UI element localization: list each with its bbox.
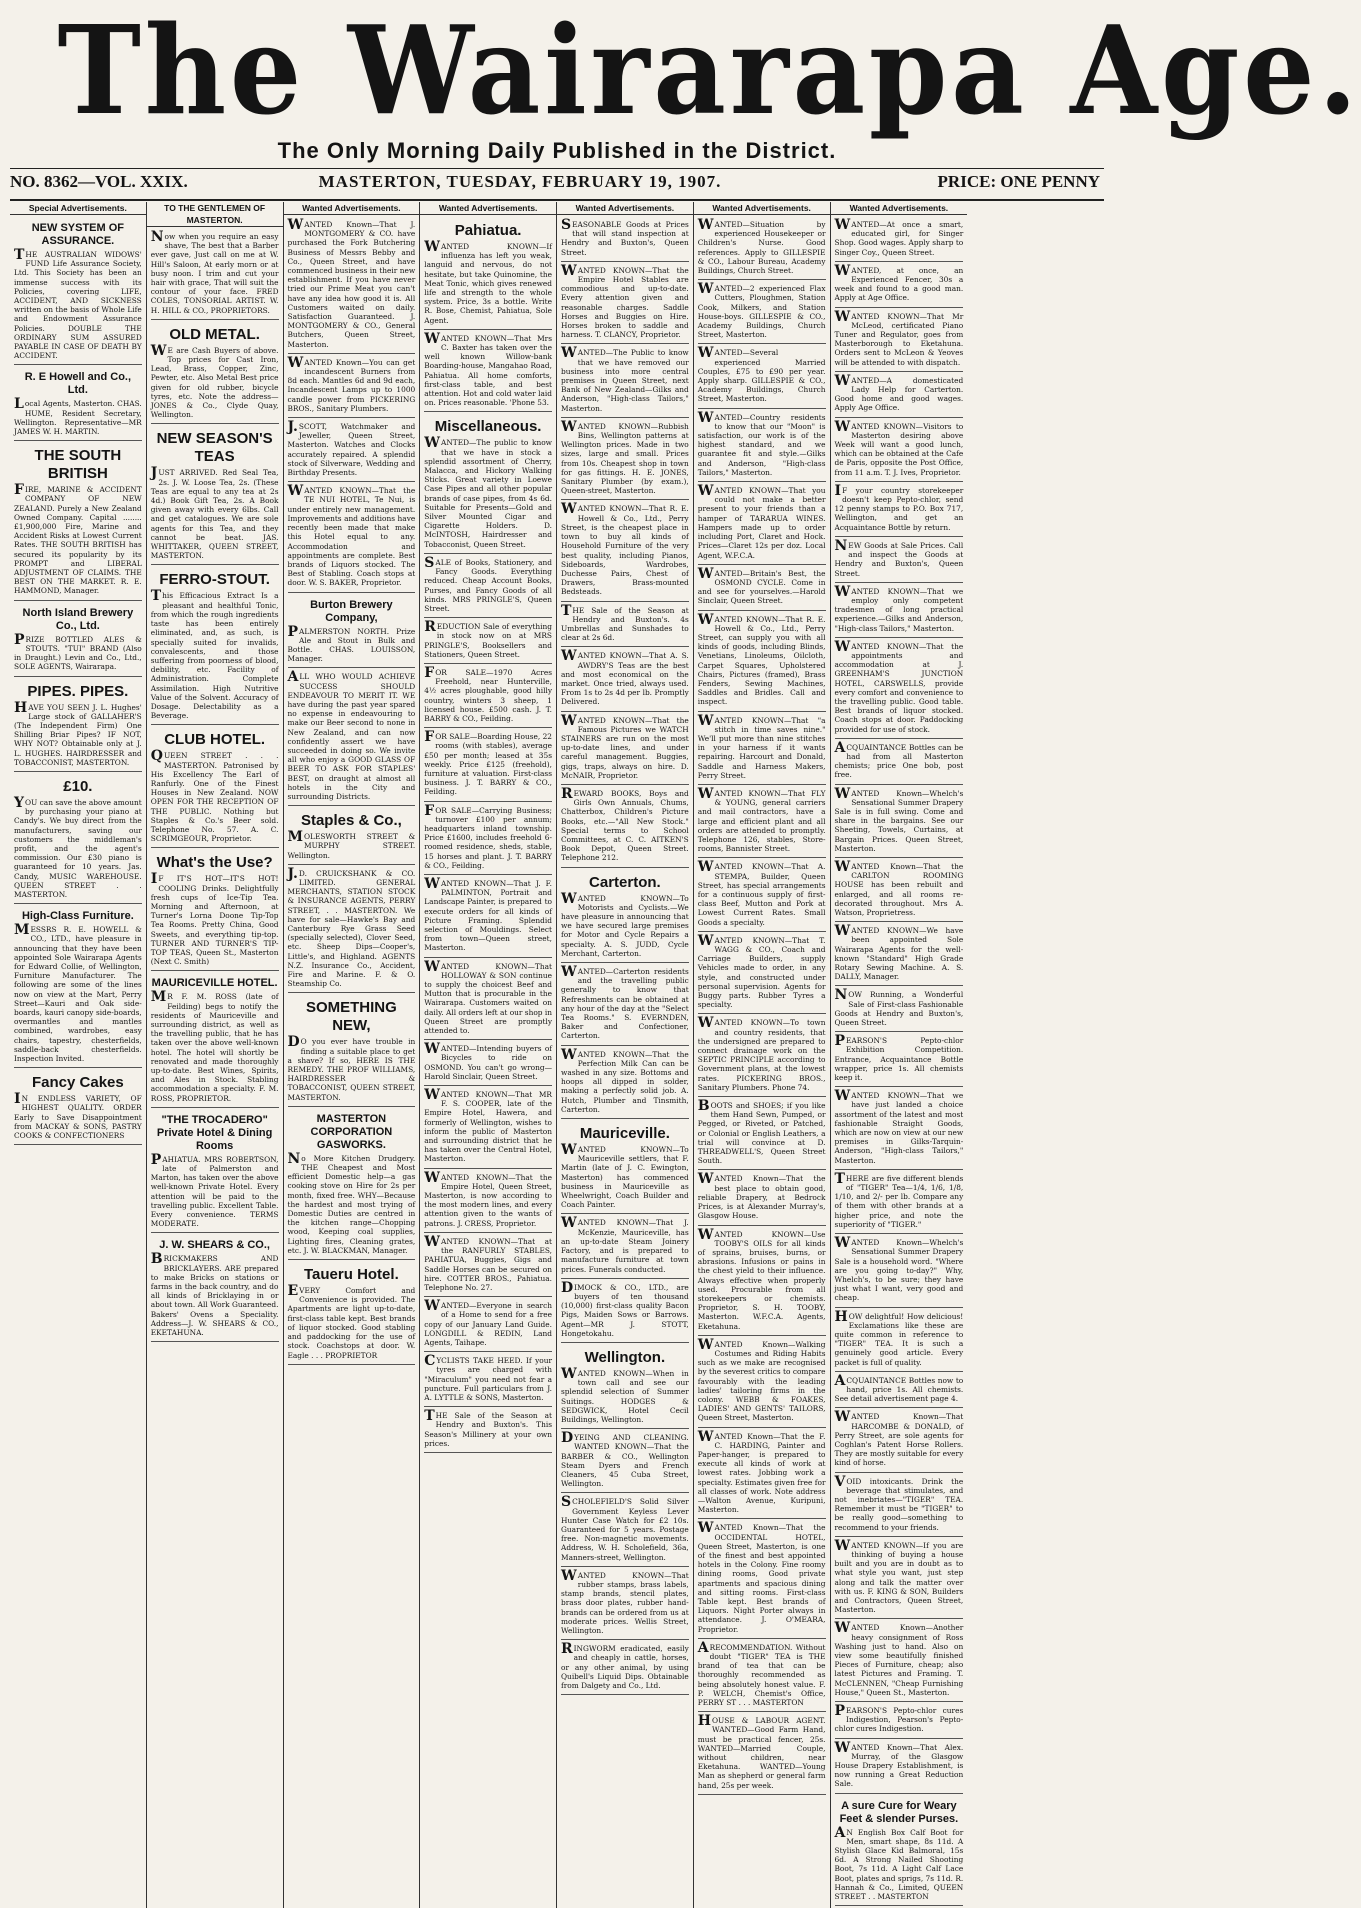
advertisement xyxy=(288,484,416,592)
advertisement xyxy=(835,640,964,739)
advertisement xyxy=(424,1354,552,1407)
column-heading: Wanted Advertisements. xyxy=(284,202,420,215)
advertisement-body: WANTED—Carterton residents and the travelling public generally to know that Refreshments can be obtained at any hour of the day at the "Select Tea Rooms." S. EVERNDEN, Baker and Confectioner, Carterton. xyxy=(561,964,689,1041)
advertisement-body: FOR SALE—Boarding House, 22 rooms (with stables), average £50 per month; leased at 35s weekly. Price £125 (freehold), furniture at valuation. First-class business. J. T. BARRY & CO., Feilding. xyxy=(424,729,552,797)
column-heading: Wanted Advertisements. xyxy=(420,202,556,215)
advertisement-body: WANTED Known—That HARCOMBE & DONALD, of Perry Street, are sole agents for Coghlan's Patent Horse Rollers. They are mostly suitable for every kind of horse. xyxy=(834,1409,964,1468)
advertisement-body: WANTED Known—Whelch's Sensational Summer Drapery Sale is in full swing. Come and share in the bargains. See our Sheeting, Towels, Curtains, at Bargain Prices. Queen Street, Masterton. xyxy=(834,785,964,853)
advertisement-body: WANTED—Britain's Best, the OSMOND CYCLE. Come in and see for yourselves.—Harold Sinclair, Queen Street. xyxy=(697,565,826,606)
advertisement xyxy=(14,774,142,904)
advertisement xyxy=(561,1216,689,1278)
advertisement-body: ACQUAINTANCE Bottles now to hand, price 1s. All chemists. See detail advertisement page 4. xyxy=(834,1372,964,1404)
advertisement-body: YOU can save the above amount by purchasing your piano at Candy's. We buy direct from the manufacturers, saving our customers the middleman's profit, and the agent's commission. Our £30 piano is guaranteed for 10 years. Jas. Candy, MUSIC WAREHOUSE. QUEEN STREET . . MASTERTON. xyxy=(14,794,142,899)
advertisement-body: WANTED KNOWN—That HOLLOWAY & SON continue to supply the choicest Beef and Mutton that is procurable in the Wairarapa. Customers waited on daily. All orders left at our shop in Queen Street are promptly attended to. xyxy=(424,958,552,1036)
advertisement xyxy=(424,730,552,801)
advertisement xyxy=(698,346,826,408)
advertisement-body: J.SCOTT, Watchmaker and Jeweller, Queen Street, Masterton. Watches and Clocks accurately repaired. A splendid stock of Silverware, Wedding and Birthday Presents. xyxy=(287,419,416,478)
advertisement-body: WANTED KNOWN—That A. S. AWDRY'S Teas are the best and most economical on the market. Once tried, always used. From 1s to 2s 4d per lb. Promptly Delivered. xyxy=(561,648,689,707)
advertisement xyxy=(424,332,552,413)
advertisement xyxy=(561,1642,689,1695)
advertisement-body: WANTED Known—That the F. C. HARDING, Painter and Paper-hanger, is prepared to execute all kinds of work at lowest rates. Jobbing work a specialty. Estimates given free for all classes of work. Note address—Walton Avenue, Kuripuni, Masterton. xyxy=(697,1428,826,1515)
advertisement xyxy=(288,670,416,806)
advertisement-body: SEASONABLE Goods at Prices that will stand inspection at Hendry and Buxton's, Queen Street. xyxy=(561,217,689,257)
advertisement-body: WANTED KNOWN—To Motorists and Cyclists.—We have pleasure in announcing that we have secured large premises for Motor and Cycle Repairs a specialty. A. S. JUDD, Cycle Merchant, Carterton. xyxy=(561,890,689,958)
advertisement-body: WANTED Known—That J. MONTGOMERY & CO. have purchased the Fork Butchering Business of Messrs Bebby and Co., Queen Street, and have commenced business in their new establishment. If you have never tried our Prime Meat you can't have any idea how good it is. All Customers waited on daily. Satisfaction Guaranteed. J. MONTGOMERY & CO., General Butchers, Queen Street, Masterton. xyxy=(287,217,416,349)
advertisement-body: WANTED Known—You can get incandescent Burners from 8d each. Mantles 6d and 9d each, Incandescent Lamps up to 1000 candle power from PICKERING BROS., Sanitary Plumbers. xyxy=(287,354,416,413)
advertisement-body: CYCLISTS TAKE HEED. If your tyres are charged with "Miraculum" you need not fear a puncture. Full particulars from J. A. LYTTLE & SONS, Masterton. xyxy=(424,1353,552,1402)
advertisement xyxy=(835,264,964,308)
advertisement-body: SCHOLEFIELD'S Solid Silver Government Keyless Lever Hunter Case Watch for £2 10s. Guaranteed for 5 years. Postage free. Non-magnetic movements. Address, W. H. Scholefield, 36a, Manners-street, Wellington. xyxy=(561,1494,689,1562)
advertisement xyxy=(561,346,689,417)
advertisement xyxy=(288,595,416,669)
advertisement-body: Now when you require an easy shave, The best that a Barber ever gave, Just call on me at W. Hill's Saloon, At early morn or at busy noon. I trim and cut your hair with grace, That will suit the contour of your face. FRED COLES, TONSORIAL ARTIST. W. H. HILL & CO., PROPRIETORS. xyxy=(150,229,279,315)
advertisement xyxy=(14,367,142,441)
advertisement xyxy=(835,1621,964,1702)
advertisement-body: BRICKMAKERS AND BRICKLAYERS. ARE prepared to make Bricks on stations or farms in the back country, and do all kinds of Bricklaying in or about town. All Work Guaranteed. Bakers' Ovens a Speciality. Address—J. W. SHEARS & CO., EKETAHUNA. xyxy=(150,1251,279,1338)
advertisement-heading: Staples & Co., xyxy=(300,812,402,830)
advertisement-body: J.D. CRUICKSHANK & CO. LIMITED. GENERAL MERCHANTS, STATION STOCK & INSURANCE AGENTS, PERRY STREET, . . MASTERTON. We have for sale—Hawke's Bay and Canterbury Rye Grass Seed (specially selected), Clover Seed, etc. Sheep Dips—Cooper's, Little's, and Highland. AGENTS N.Z. Insurance Co., Accident, Fire and Marine. F. & O. Steamship Co. xyxy=(287,865,416,989)
advertisement xyxy=(835,1310,964,1372)
advertisement-body: AN English Box Calf Boot for Men, smart shape, 8s 11d. A Stylish Glace Kid Balmoral, 15s 6d. A Strong Nailed Shooting Boot, 7s 11d. A Light Calf Lace Boot, plates and sprigs, 7s 11d. R. Hannah & Co., Limited, QUEEN STREET . . MASTERTON xyxy=(834,1824,964,1902)
advertisement xyxy=(835,374,964,418)
advertisement xyxy=(698,567,826,611)
advertisement xyxy=(698,1338,826,1428)
column-3 xyxy=(284,202,421,1908)
advertisement xyxy=(698,1714,826,1795)
advertisement xyxy=(424,960,552,1041)
advertisement-body: EVERY Comfort and Convenience is provided. The Apartments are light up-to-date, first-class table kept. Best brands of liquor stocked. Good stabling and paddocking for the use of stock. Coachstops at door. W. Eagle . . . PROPRIETOR xyxy=(287,1283,416,1360)
advertisement-body: THE AUSTRALIAN WIDOWS' FUND Life Assurance Society, Ltd. This Society has been an immense success with its Policies, covering LIFE, ACCIDENT, AND SICKNESS written on the basis of Whole Life and Endowment Assurance Policies. DOUBLE THE ORDINARY SUM ASSURED PAYABLE IN CASE OF DEATH BY ACCIDENT. xyxy=(14,247,142,361)
column-heading: TO THE GENTLEMEN OF MASTERTON. xyxy=(147,202,283,227)
advertisement-body: WANTED KNOWN—That we have just landed a choice assortment of the latest and most fashionable Straight Goods, which are now on view at our new premises in Gilks-Tarquin-Anderson, "High-class Tailors," Masterton. xyxy=(834,1088,964,1165)
advertisement-body: WE are Cash Buyers of above. Top prices for Cast Iron, Lead, Brass, Copper, Zinc, Pewter, etc. Also Metal Best price given for old rubber, bicycle tyres, etc. Note the address—JONES & Co., Clyde Quay, Wellington. xyxy=(150,342,279,420)
advertisement-body: WANTED KNOWN—That T. WAGG & CO., Coach and Carriage Builders, supply Vehicles made to order, in any style, and constructed under personal supervision. Agents for Buggy parts. Rubber Tyres a specialty. xyxy=(697,932,826,1010)
advertisement-body: WANTED—At once a smart, educated girl, for Singer Shop. Good wages. Apply sharp to Singer Coy., Queen Street. xyxy=(834,217,964,257)
advertisement xyxy=(698,1099,826,1170)
advertisement-heading: Fancy Cakes xyxy=(32,1074,124,1092)
advertisement-body: NOW Running, a Wonderful Sale of First-class Fashionable Goods at Hendry and Buxton's, Queen Street. xyxy=(834,987,964,1028)
advertisement xyxy=(151,850,279,971)
advertisement xyxy=(698,860,826,931)
advertisement xyxy=(561,1495,689,1566)
advertisement xyxy=(698,1430,826,1520)
advertisement xyxy=(151,322,279,425)
advertisement-body: WANTED KNOWN—If you are thinking of buying a house built and you are in doubt as to what style you want, just step along and talk the matter over with us. F. KING & SON, Builders and Contractors, Queen Street, Masterton. xyxy=(834,1537,964,1615)
advertisement-body: WANTED KNOWN—That J. F. PALMINTON, Portrait and Landscape Painter, is prepared to execute orders for all kinds of Picture Framing. Splendid selection of Mouldings. Select from town—Queen street, Masterton. xyxy=(424,875,552,953)
advertisement-body: FOR SALE—1970 Acres Freehold, near Hunterville, 4½ acres ploughable, good hilly country, winters 3 sheep, 1 licensed house. £500 cash. J. T. BARRY & CO., Feilding. xyxy=(424,664,552,723)
advertisement xyxy=(151,230,279,320)
advertisement xyxy=(835,539,964,583)
advertisement-heading: FERRO-STOUT. xyxy=(159,571,270,589)
advertisement xyxy=(835,924,964,986)
advertisement-body: BOOTS and SHOES; if you like them Hand Sewn, Pumped, or Pegged, or Riveted, or Patched, or Colonial or English Leathers, a trial will convince at D. THREADWELL'S, Queen Street South. xyxy=(697,1098,826,1166)
column-1 xyxy=(10,202,147,1908)
advertisement xyxy=(698,282,826,344)
advertisement xyxy=(698,934,826,1015)
advertisement-body: WANTED—Situation by experienced Housekeeper or Children's Nurse. Good references. Apply to GILLESPIE & CO., Labour Bureau, Academy Buildings, Church Street. xyxy=(697,217,826,276)
advertisement-body: ACQUAINTANCE Bottles can be had from all Masterton chemists; price One bob, post free. xyxy=(834,739,964,780)
column-heading: Wanted Advertisements. xyxy=(831,202,968,215)
place-date: MASTERTON, TUESDAY, FEBRUARY 19, 1907. xyxy=(318,172,722,191)
advertisement-body: WANTED KNOWN—That Mr McLeod, certificated Piano Tuner and Regulator, goes from Masterborough to Eketahuna. Orders sent to McLeon & Yeoves will be attended to with dispatch. xyxy=(834,308,964,367)
advertisement-body: WANTED KNOWN—That the TE NUI HOTEL, Te Nui, is under entirely new management. Improvements and additions have recently been made that make this Hotel equal to any. Accommodation and appointments are complete. Best brands of Liquors stocked. The Best of Stabling. Coach stops at door. W. S. BAKER, Proprietor. xyxy=(287,483,416,588)
advertisement xyxy=(424,804,552,875)
advertisement-body: ARECOMMENDATION. Without doubt "TIGER" TEA is THE brand of tea that can be thoroughly recommended as being absolutely honest value. F. P. WELCH, Chemist's Office, PERRY ST . . . MASTERTON xyxy=(697,1639,826,1708)
advertisement xyxy=(151,727,279,848)
advertisement-body: WANTED KNOWN—That the appointments and accommodation at J. GREENHAM'S JUNCTION HOTEL, CARSWELLS, provide every comfort and convenience to the travelling public. Good table. Best brands of liquor stocked. Coach stops at door. Paddocking provided for use of stock. xyxy=(834,638,964,734)
advertisement-body: WANTED—The Public to know that we have removed our business into more central premises in Queen Street, next Bank of New Zealand—Gilks and Anderson, "High-class Tailors," Masterton. xyxy=(561,345,689,413)
advertisement-body: IN ENDLESS VARIETY, OF HIGHEST QUALITY. ORDER Early to Save Disappointment from MACKAY & SONS, PASTRY COOKS & CONFECTIONERS xyxy=(14,1091,142,1141)
advertisement-heading: Mauriceville. xyxy=(579,1125,670,1143)
advertisement xyxy=(835,218,964,262)
advertisement-heading: £10. xyxy=(63,777,93,795)
advertisement xyxy=(288,867,416,994)
advertisement xyxy=(561,1569,689,1640)
advertisement-heading: "THE TROCADERO" Private Hotel & Dining Rooms xyxy=(156,1113,273,1152)
advertisement-body: FIRE, MARINE & ACCIDENT COMPANY OF NEW ZEALAND. Purely a New Zealand Owned Company. Capital ........ £1,900,000 Fire, Marine and Accident Risks at Lowest Current Rates. THE SOUTH BRITISH has secured its popularity by its PROMPT and LIBERAL ADJUSTMENT OF CLAIMS. THE BEST ON THE MARKET. R. E. HAMMOND, Manager. xyxy=(14,482,142,596)
advertisement xyxy=(835,1034,964,1087)
advertisement-body: PRIZE BOTTLED ALES & STOUTS. "TUI" BRAND (Also in Draught.) Levin and Co., Ltd., SOLE AGENTS, Wairarapa. xyxy=(14,631,142,672)
advertisement xyxy=(561,787,689,868)
advertisement xyxy=(698,484,826,565)
advertisement xyxy=(151,426,279,565)
advertisement-heading: J. W. SHEARS & CO., xyxy=(159,1239,270,1252)
advertisement xyxy=(561,264,689,345)
advertisement xyxy=(561,965,689,1046)
newspaper-subtitle: The Only Morning Daily Published in the District. xyxy=(277,138,837,163)
advertisement xyxy=(288,995,416,1106)
advertisement-body: WANTED KNOWN—That we employ only competent tradesmen of long practical experience.—Gilks and Anderson, "High-class Tailors," Masterton. xyxy=(834,583,964,633)
advertisement xyxy=(561,1345,689,1429)
advertisement-body: HOW delightful! How delicious! Exclamations like these are quite common in reference to "TIGER" TEA. It is such a genuinely good article. Every packet is full of quality. xyxy=(834,1308,964,1367)
column-6 xyxy=(694,202,831,1908)
price: PRICE: ONE PENNY xyxy=(937,172,1100,191)
advertisement xyxy=(424,1042,552,1086)
advertisement-body: PALMERSTON NORTH. Prize Ale and Stout in Bulk and Bottle. CHAS. LOUISSON, Manager. xyxy=(287,623,416,664)
advertisement-body: WANTED KNOWN—That R. E. Howell & Co., Ltd., Perry Street, is the cheapest place in town to buy all kinds of Household Furniture of the very best quality, including Pianos, Sideboards, Wardrobes, Duchesse Pairs, Chest of Drawers, Brass-mounted Bedsteads. xyxy=(561,501,689,597)
advertisement xyxy=(835,1539,964,1620)
advertisement-body: WANTED Known—That the CARLTON ROOMING HOUSE has been rebuilt and enlarged, and all rooms re-decorated throughout. Mrs A. Watson, Proprietress. xyxy=(834,858,964,917)
advertisement xyxy=(561,714,689,785)
advertisement-body: WANTED KNOWN—To Mauriceville settlers, that F. Martin (late of J. C. Ewington, Masterton) has commenced business in Mauriceville as Wheelwright, Coach Builder and Coach Painter. xyxy=(561,1142,689,1210)
advertisement xyxy=(561,1281,689,1343)
advertisement-body: IF your country storekeeper doesn't keep Pepto-chlor, send 12 penny stamps to P.O. Box 717, Wellington, and get an Acquaintance Bottle by return. xyxy=(834,482,964,532)
advertisement xyxy=(698,714,826,785)
advertisement-heading: Taueru Hotel. xyxy=(304,1266,399,1284)
advertisement-heading: North Island Brewery Co., Ltd. xyxy=(22,606,134,632)
advertisement xyxy=(698,1016,826,1097)
advertisement-body: WANTED—A domesticated Lady Help for Carterton. Good home and good wages. Apply Age Office. xyxy=(834,372,964,413)
advertisement xyxy=(835,787,964,858)
advertisement xyxy=(698,411,826,482)
advertisement-body: WANTED KNOWN—That MR F. S. COOPER, late of the Empire Hotel, Hawera, and formerly of Wellington, wishes to inform the public of Masterton and surrounding district that he has taken over the Central Hotel, Masterton. xyxy=(424,1087,552,1164)
advertisement xyxy=(698,1228,826,1336)
advertisement-heading: THE SOUTH BRITISH xyxy=(34,447,122,483)
advertisement xyxy=(14,906,142,1068)
advertisement xyxy=(835,1172,964,1234)
advertisement-heading: NEW SEASON'S TEAS xyxy=(156,430,273,466)
advertisement-body: WANTED Known—Another heavy consignment of Ross Washing just to hand. Also on view some beautifully finished Pieces of Furniture, cheap; also latest Pictures and Framing. T. McCLENNEN, "Cheap Furnishing House," Queen St., Masterton. xyxy=(834,1620,964,1697)
advertisement-body: QUEEN STREET . . . MASTERTON. Patronised by His Excellency The Earl of Ranfurly. One of the Finest Houses in New Zealand. NOW OPEN FOR THE RECEPTION OF THE PUBLIC. Nothing but Staples & Co.'s Beer sold. Telephone No. 57. A. C. SCRIMGEOUR, Proprietor. xyxy=(150,748,279,844)
advertisement-heading: MASTERTON CORPORATION GASWORKS. xyxy=(310,1112,393,1151)
advertisement-body: WANTED KNOWN—That you could not make a better present to your friends than a hamper of TARARUA WINES. Hampers made up to order including Port, Claret and Hock. Prices—Claret 12s per doz. Local Agent, W.F.C.A. xyxy=(697,483,826,560)
advertisement-body: WANTED KNOWN—That FLY & YOUNG, general carriers and mail contractors, have a large and efficient plant and all orders are attended to promptly. Telephone 126, stables, Store-rooms, Bannister Street. xyxy=(697,785,826,854)
advertisement xyxy=(835,1796,964,1907)
advertisement xyxy=(424,620,552,664)
advertisement-body: NEW Goods at Sale Prices. Call and inspect the Goods at Hendry and Buxton's, Queen Street. xyxy=(834,537,964,578)
advertisement-body: REWARD BOOKS, Boys and Girls Own Annuals, Chums, Chatterbox, Children's Picture Books, etc.—"All New Stock." Special terms to School Committees, at C. C. AITKEN'S Book Depot, Queen Street. Telephone 212. xyxy=(561,785,689,863)
advertisement-heading: SOMETHING NEW, xyxy=(305,999,397,1035)
advertisement-body: MR F. M. ROSS (late of Feilding) begs to notify the residents of Mauriceville and surrounding district, as well as the travelling public, that he has taken over the above well-known hotel. The hotel will shortly be renovated and made thoroughly up-to-date. Best Wines, Spirits, and Ales in Stock. Stabling accommodation a specialty. F. M. ROSS, PROPRIETOR. xyxy=(150,989,279,1103)
advertisement-body: This Efficacious Extract Is a pleasant and healthful Tonic, from which the rough ingredients taste has been entirely eliminated, and, as such, is specially suited for invalids, convalescents, and those suffering from poorness of blood, debility, etc. Facility of Administration. Complete Assimilation. High Nutritive Value of the Solvent. Accuracy of Dosage. Delectability as a Beverage. xyxy=(150,588,279,721)
issue-number: NO. 8362—VOL. XXIX. xyxy=(10,172,188,191)
advertisement-body: REDUCTION Sale of everything in stock now on at MRS PRINGLE'S, Booksellers and Stationers, Queen Street. xyxy=(424,619,552,659)
advertisement-body: WANTED KNOWN—That "a stitch in time saves nine." We'll put more than nine stitches in your harness if it wants repairing. Harcourt and Donald, Saddle and Harness Makers, Perry Street. xyxy=(697,712,826,780)
advertisement xyxy=(835,484,964,537)
advertisement-body: WANTED—2 experienced Flax Cutters, Ploughmen, Station Cook, Milkers, and Station House-boys. GILLESPIE & CO., Academy Buildings, Church Street, Masterton. xyxy=(697,281,826,340)
advertisement-heading: What's the Use? xyxy=(156,854,273,872)
advertisement xyxy=(698,218,826,280)
advertisement-body: HAVE YOU SEEN J. L. Hughes' Large stock of GALLAHER'S (The Independent Firm) One Shilling Briar Pipes? IF NOT, WHY NOT? Obtainable only at J. L. HUGHES. HAIRDRESSER and TOBACCONIST, MASTERTON. xyxy=(14,699,142,767)
advertisement xyxy=(835,1236,964,1307)
advertisement xyxy=(561,649,689,711)
advertisement-body: THE Sale of the Season at Hendry and Buxton's. 4s Umbrellas and Sunshades to clear at 2s 6d. xyxy=(561,602,689,643)
advertisement-body: WANTED Known—That the best place to obtain good, reliable Drapery, at Bedrock Prices, is at Alexander Murray's, Glasgow House. xyxy=(697,1171,826,1221)
advertisement xyxy=(424,414,552,553)
column-heading: Wanted Advertisements. xyxy=(694,202,830,215)
advertisement xyxy=(835,420,964,482)
advertisement-body: WANTED KNOWN—If influenza has left you weak, languid and nervous, do not hesitate, but take Quinomine, the Meat Tonic, which gives renewed life and strength to the whole system. Price, 3s a bottle. Write R. Bose, Chemist, Pahiatua, Sole Agent. xyxy=(424,239,552,325)
column-2 xyxy=(147,202,284,1908)
advertisement xyxy=(288,1109,416,1260)
advertisement-body: IF IT'S HOT—IT'S HOT! COOLING Drinks. Delightfully fresh cups of Ice-Tip Tea. Morning and Afternoon, at Turner's Lorna Doone Tip-Top Tea Rooms. Pretty China, Good Sweets, and everything tip-top. TURNER AND TURNER'S TIP-TOP TEAS, Queen St., Masterton (Next C. Smith) xyxy=(150,871,279,967)
advertisement-body: WANTED—Country residents to know that our "Moon" is satisfaction, our work is of the highest standard, and we guarantee fit and style.—Gilks and Anderson, "High-class Tailors," Masterton. xyxy=(697,409,826,477)
advertisement xyxy=(835,1089,964,1170)
advertisement-heading: R. E Howell and Co., Ltd. xyxy=(24,371,132,397)
advertisement-body: WANTED Known—That the OCCIDENTAL HOTEL, Queen Street, Masterton, is one of the finest and best appointed hotels in the Colony. Fine roomy dining rooms, Good private apartments and spacious dining and sitting rooms. First-class Table kept. Best brands of Liquors. Night Porter always in attendance. J. O'MEARA, Proprietor. xyxy=(697,1520,826,1634)
advertisement-body: WANTED KNOWN—Use TOOBY'S OILS for all kinds of sprains, bruises, burns, or abrasions. Infusions or pains in the chest yield to their influence. Always effective when properly used. Procurable from all storekeepers or chemists. Proprietor, S. H. TOOBY, Masterton. W.F.C.A. Agents, Eketahuna. xyxy=(697,1226,826,1331)
advertisement xyxy=(561,870,689,963)
advertisement xyxy=(698,1172,826,1225)
advertisement-body: WANTED KNOWN—That the Famous Pictures we WATCH STAINERS are run on the most up-to-date lines, and under careful management. Buggies, gigs, traps, always on hire. D. McNAIR, Proprietor. xyxy=(561,712,689,780)
advertisement xyxy=(835,1704,964,1739)
advertisement xyxy=(288,356,416,418)
advertisement xyxy=(698,1641,826,1712)
dateline xyxy=(10,168,1104,201)
advertisement-heading: Carterton. xyxy=(589,873,661,891)
advertisement-body: WANTED KNOWN—That Mrs C. Baxter has taken over the well known Willow-bank Boarding-house, Mangahao Road, Pahiatua. All home comforts, first-class table, and best attention. Hot and cold water laid on. Prices reasonable. 'Phone 53. xyxy=(424,330,552,408)
advertisement-body: FOR SALE—Carrying Business; turnover £100 per annum; headquarters inland township. Price £1600, includes freehold 6-roomed residence, sheds, stable, 15 horses and plant. J. T. BARRY & CO., Feilding. xyxy=(424,802,552,870)
advertisement xyxy=(151,567,279,725)
advertisement-body: No More Kitchen Drudgery. THE Cheapest and Most efficient Domestic help—a gas cooking stove on Hire for 2s per month, fixed free. WHY—Because the hardest and most trying of Domestic Duties are centred in the kitchen range—Chopping wood, Keeping coal supplies, Lighting fires, Cleaning grates, etc. J. W. BLACKMAN, Manager. xyxy=(287,1150,416,1255)
advertisement-body: WANTED, at once, an Experienced Fencer, 30s a week and found to a good man. Apply at Age Office. xyxy=(834,262,964,303)
advertisement-body: WANTED KNOWN—That rubber stamps, brass labels, stamp brands, stencil plates, brass door plates, rubber hand-brands can be ordered from us at moderate prices. Wellis Street, Wellington. xyxy=(561,1567,689,1635)
advertisement xyxy=(698,1521,826,1638)
advertisement-body: WANTED KNOWN—We have been appointed Sole Wairarapa Agents for the well-known "Standard" High Grade Rotary Sewing Machine. A. S. DALLY, Manager. xyxy=(834,923,964,982)
advertisement xyxy=(835,1741,964,1794)
advertisement xyxy=(835,1475,964,1537)
advertisement xyxy=(698,613,826,712)
advertisement xyxy=(424,218,552,330)
newspaper-title: The Wairarapa Age. xyxy=(57,0,1361,142)
advertisement-body: WANTED Known—That Alex. Murray, of the Glasgow House Drapery Establishment, is now running a Great Reduction Sale. xyxy=(834,1739,964,1789)
advertisement-body: WANTED KNOWN—That the Empire Hotel, Queen Street, Masterton, is now according to the most modern lines, and every attention given to the wants of patrons. J. CRESS, Proprietor. xyxy=(424,1169,552,1228)
advertisement-body: WANTED KNOWN—To town and country residents, that the undersigned are prepared to connect drainage work on the SEPTIC PRINCIPLE according to Government plans, at the lowest rates. PICKERING BROS., Sanitary Plumbers. Phone 74. xyxy=(697,1015,826,1092)
advertisement xyxy=(424,1235,552,1297)
advertisement xyxy=(14,218,142,365)
advertisement-body: VOID intoxicants. Drink the beverage that stimulates, and not inebriates—"TIGER" TEA. Remember it must be "TIGER" to be really good—something to recommend to your friends. xyxy=(834,1473,964,1532)
advertisement-body: WANTED KNOWN—Visitors to Masterton desiring above Week will want a good lunch, which can be obtained at the Cafe de Paris, opposite the Post Office, from 11 a.m. T. J. Ives, Proprietor. xyxy=(834,418,964,477)
column-heading: Wanted Advertisements. xyxy=(557,202,693,215)
advertisement xyxy=(288,218,416,354)
advertisement xyxy=(288,1262,416,1365)
advertisement xyxy=(424,666,552,728)
advertisement xyxy=(561,218,689,262)
advertisement xyxy=(14,1070,142,1145)
advertisement-body: HOUSE & LABOUR AGENT. WANTED—Good Farm Hand, must be practical fencer, 25s. WANTED—Married Couple, without children, near Eketahuna. WANTED—Young Man as shepherd or general farm hand, 25s per week. xyxy=(697,1713,826,1790)
advertisement-body: WANTED—Several experienced Married Couples, £75 to £90 per year. Apply sharp. GILLESPIE & CO., Academy Buildings, Church Street, Masterton. xyxy=(697,345,826,404)
advertisement xyxy=(561,604,689,648)
advertisement-heading: High-Class Furniture. xyxy=(21,910,134,923)
advertisement-heading: PIPES. PIPES. xyxy=(27,682,129,700)
advertisement-body: WANTED KNOWN—That the Perfection Milk Can can be washed in any size. Bottoms and hoops all dipped in solder, making a perfectly solid job. A. Hutch, Plumber and Tinsmith, Carterton. xyxy=(561,1046,689,1114)
advertisement xyxy=(835,1374,964,1409)
advertisement xyxy=(561,502,689,601)
masthead xyxy=(0,0,1361,163)
advertisement-body: ALL WHO WOULD ACHIEVE SUCCESS SHOULD ENDEAVOUR TO MERIT IT. WE have during the past year spared no expense in endeavouring to make our Beer second to none in New Zealand, and can now confidently assert we have succeeded in doing so. We invite all who enjoy a GOOD GLASS OF BEER TO ASK FOR STAPLES' BEST, on draught at almost all hotels in the City and surrounding Districts. xyxy=(287,669,416,801)
advertisement-heading: OLD METAL. xyxy=(169,325,260,343)
advertisement-heading: CLUB HOTEL. xyxy=(164,731,266,749)
advertisement-heading: MAURICEVILLE HOTEL. xyxy=(151,977,278,990)
advertisement xyxy=(424,1299,552,1352)
advertisement xyxy=(151,1110,279,1234)
advertisement-heading: NEW SYSTEM OF ASSURANCE. xyxy=(31,222,125,247)
advertisement-body: THERE are five different blends of "TIGER" Tea—1/4, 1/6, 1/8, 1/10, and 2/- per lb. Compare any of them with other brands at a higher price, and note the superiority of "TIGER." xyxy=(834,1170,964,1229)
advertisement xyxy=(424,1409,552,1453)
advertisement xyxy=(835,860,964,922)
advertisement xyxy=(14,443,142,600)
advertisement xyxy=(835,988,964,1032)
advertisement xyxy=(561,420,689,501)
advertisement xyxy=(698,787,826,858)
advertisement-body: WANTED Known—Walking Costumes and Riding Habits such as we make are recognised by the severest critics to compare favourably with the leading ladies' tailoring firms in the colony. WEBB & FOAKES, LADIES' AND GENTS' TAILORS, Queen Street, Masterton. xyxy=(697,1336,826,1423)
advertisement-body: MESSRS R. E. HOWELL & CO., LTD., have pleasure in announcing that they have been appointed Sole Wairarapa Agents for Edward Collie, of Wellington, Furniture Manufacturer. The following are some of the lines now on view at the Mart, Perry Street—Kauri and Oak side-boards, kauri canopy side-boards, overmantles and mantles combined, wardrobes, easy chairs, tapestry, chesterfields, saddle-back chesterfields. Inspection Invited. xyxy=(14,922,142,1063)
advertisement xyxy=(288,808,416,865)
advertisement-body: DIMOCK & CO., LTD., are buyers of ten thousand (10,000) first-class quality Bacon Pigs, Maiden Sows or Barrows. Agent—MR J. STOTT, Hongetokahu. xyxy=(561,1279,689,1338)
advertisement-body: PAHIATUA. MRS ROBERTSON, late of Palmerston and Marton, has taken over the above well-known Private Hotel. Every attention will be paid to the travelling public. Excellent Table. Every convenience. TERMS MODERATE. xyxy=(150,1151,279,1229)
column-4 xyxy=(420,202,557,1908)
advertisement xyxy=(835,310,964,372)
advertisement xyxy=(561,1048,689,1119)
columns xyxy=(10,202,1104,1902)
column-5 xyxy=(557,202,694,1908)
column-7 xyxy=(831,202,968,1908)
advertisement xyxy=(288,420,416,482)
advertisement xyxy=(424,1171,552,1233)
advertisement-body: WANTED—Intending buyers of Bicycles to ride on OSMOND. You can't go wrong—Harold Sinclair, Queen Street. xyxy=(424,1041,552,1081)
advertisement-body: Local Agents, Masterton. CHAS. HUME, Resident Secretary, Wellington. Representative—MR JAMES W. H. MARTIN. xyxy=(14,396,142,437)
advertisement-body: WANTED KNOWN—That the Empire Hotel Stables are commodious and up-to-date. Every attention given and reasonable charges. Saddle Horses and Buggies on Hire. Horses broken to saddle and harness. T. CLANCY, Proprietor. xyxy=(561,262,689,340)
advertisement xyxy=(14,603,142,677)
advertisement-heading: A sure Cure for Weary Feet & slender Purses. xyxy=(839,1799,959,1825)
advertisement-body: DYEING AND CLEANING. WANTED KNOWN—That the BARBER & CO., Wellington Steam Dyers and French Cleaners, 45 Cuba Street, Wellington. xyxy=(561,1430,689,1489)
advertisement-body: SALE of Books, Stationery, and Fancy Goods. Everything reduced. Cheap Account Books, Purses, and Fancy Goods of all kinds. MRS PRINGLE'S, Queen Street. xyxy=(424,554,552,613)
advertisement-body: JUST ARRIVED. Red Seal Tea, 2s. J. W. Loose Tea, 2s. (These Teas are equal to any tea at 2s 4d.) Book Gift Tea, 2s. A Book given away with every 6lbs. Call and get catalogues. We are sole agents for this Tea, and they cannot be beat. JAS. WHITTAKER, QUEEN STREET, MASTERTON. xyxy=(150,465,279,561)
advertisement-body: WANTED KNOWN—That A. STEMPA, Builder, Queen Street, has special arrangements for a continuous supply of first-class Beef, Mutton and Pork at Lowest Current Rates. Small Goods a specialty. xyxy=(697,859,826,927)
advertisement-body: THE Sale of the Season at Hendry and Buxton's. This Season's Millinery at your own prices. xyxy=(424,1408,552,1448)
advertisement xyxy=(151,973,279,1107)
advertisement-body: WANTED Known—Whelch's Sensational Summer Drapery Sale is a household word. "Where are you going to-day?" Why, Whelch's, to be sure; they have just what I want, very good and cheap. xyxy=(834,1235,964,1303)
advertisement xyxy=(151,1235,279,1342)
advertisement-body: MOLESWORTH STREET & MURPHY STREET. Wellington. xyxy=(287,829,416,860)
advertisement xyxy=(424,556,552,618)
advertisement xyxy=(424,877,552,958)
advertisement-body: WANTED KNOWN—When in town call and see our splendid selection of Summer Suitings. HODGES & SEDGWICK, Hotel Cecil Buildings, Wellington. xyxy=(561,1365,689,1424)
advertisement-heading: Miscellaneous. xyxy=(434,418,542,436)
advertisement xyxy=(561,1121,689,1214)
advertisement-body: WANTED KNOWN—Rubbish Bins, Wellington patterns at Wellington prices. Made in two sizes, large and small. Prices from 10s. Cheapest shop in town for gas fittings. H. E. JONES, Sanitary Plumber (by exam.), Queen-street, Masterton. xyxy=(561,418,689,496)
advertisement-body: WANTED—Everyone in search of a Home to send for a free copy of our January Land Guide. LONGDILL & REDIN, Land Agents, Taihape. xyxy=(424,1298,552,1347)
advertisement-body: RINGWORM eradicated, easily and cheaply in cattle, horses, or any other animal, by using Quibell's Liquid Dips. Obtainable from Dalgety and Co., Ltd. xyxy=(561,1641,689,1691)
advertisement-body: WANTED—The public to know that we have in stock a splendid assortment of Cherry, Malacca, and Hickory Walking Sticks. Great variety in Loewe Case Pipes and all other popular brands of case pipes, from 4s 6d. Suitable for Presents—Gold and Silver Mounted Cigar and Cigarette Holders. D. McINTOSH, Hairdresser and Tobacconist, Queen Street. xyxy=(424,435,552,549)
advertisement-body: WANTED KNOWN—That at the RANFURLY STABLES, PAHIATUA, Buggies, Gigs and Saddle Horses can be secured on hire. COTTER BROS., Pahiatua. Telephone No. 27. xyxy=(424,1233,552,1292)
advertisement xyxy=(561,1431,689,1493)
advertisement-body: PEARSON'S Pepto-chlor cures Indigestion, Pearson's Pepto-chlor cures Indigestion. xyxy=(834,1703,964,1734)
advertisement-body: WANTED KNOWN—That R. E. Howell & Co., Ltd., Perry Street, can supply you with all kinds of goods, including Blinds, Venetians, Linoleums, Oilcloth, Carpet Squares, Upholstered Chairs, Pictures (framed), Brass Fenders, Sewing Machines, Saddles and Bridles. Call and inspect. xyxy=(697,611,826,707)
advertisement xyxy=(835,741,964,785)
advertisement-heading: Wellington. xyxy=(584,1348,666,1366)
advertisement-heading: Pahiatua. xyxy=(454,222,522,239)
advertisement-body: PEARSON'S Pepto-chlor Exhibition Competition. Entrance, Acquaintance Bottle wrapper, price 1s. All chemists keep it. xyxy=(834,1033,964,1083)
advertisement xyxy=(835,1410,964,1472)
advertisement xyxy=(835,585,964,638)
advertisement-body: WANTED KNOWN—That J. McKenzie, Mauriceville, has an up-to-date Steam Joinery Factory, and is prepared to manufacture furniture at town prices. Funerals conducted. xyxy=(561,1215,689,1274)
advertisement-heading: Burton Brewery Company, xyxy=(310,598,393,624)
advertisement xyxy=(14,679,142,772)
advertisement-body: DO you ever have trouble in finding a suitable place to get a shave? If so, HERE IS THE REMEDY. THE PROF WILLIAMS, HAIRDRESSER & TOBACCONIST, QUEEN STREET, MASTERTON. xyxy=(287,1034,416,1102)
advertisement xyxy=(424,1088,552,1169)
column-heading: Special Advertisements. xyxy=(10,202,146,215)
